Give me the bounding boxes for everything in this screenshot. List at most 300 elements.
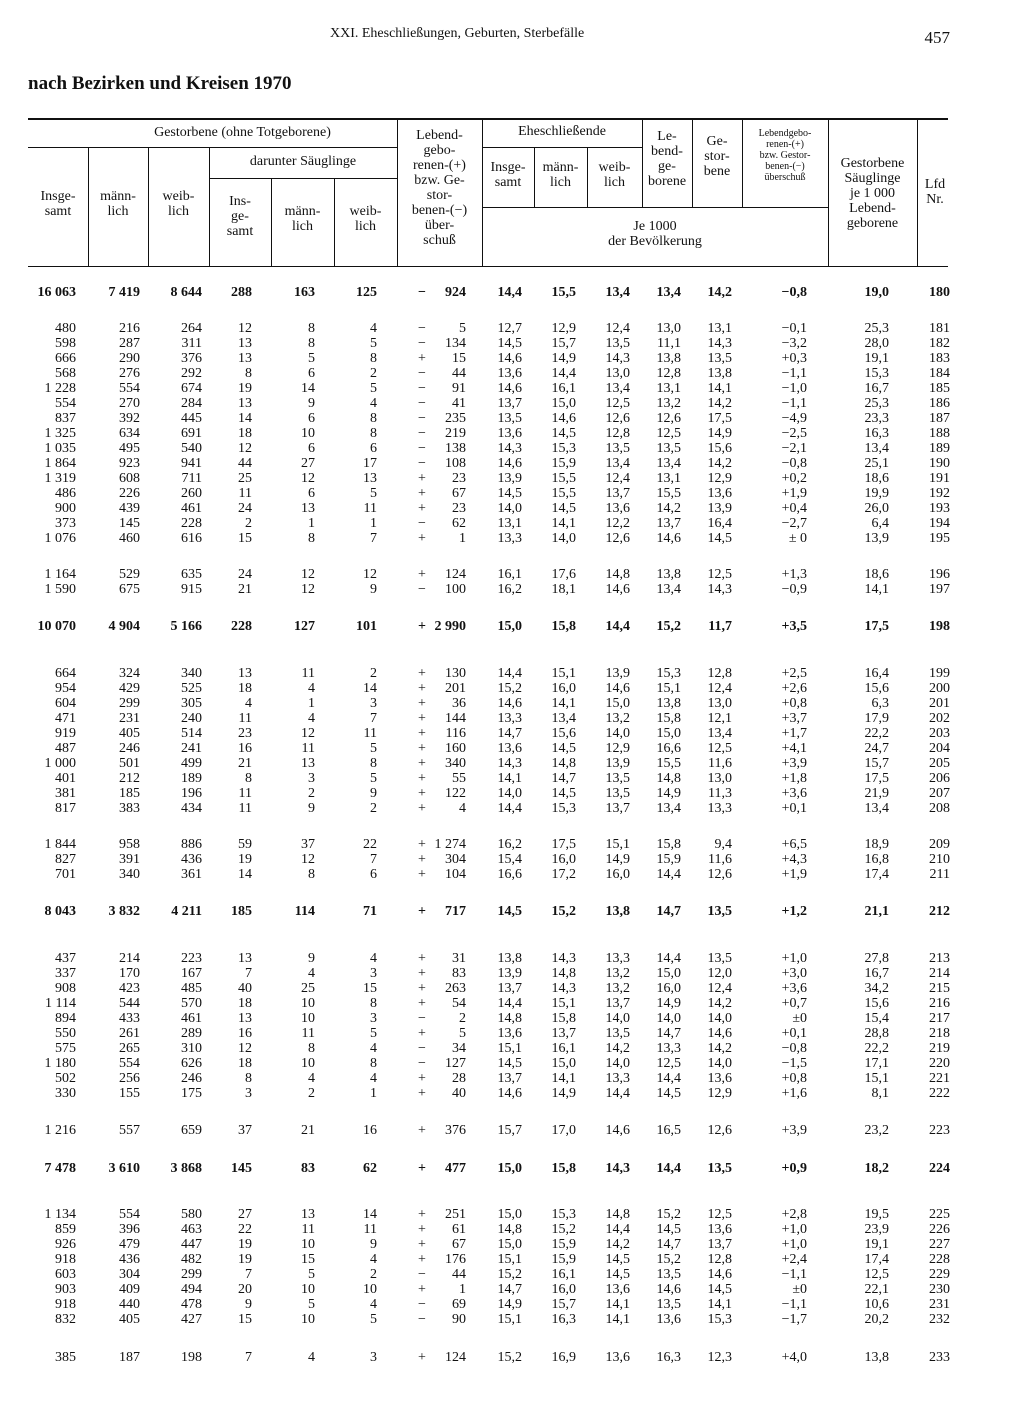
- cell-infant-rate: 6,4: [871, 516, 889, 531]
- cell-deaths: 12,4: [707, 981, 732, 996]
- cell-inf-insgesamt: 59: [238, 837, 252, 852]
- table-row: [0, 381, 1024, 396]
- cell-m-insgesamt: 15,7: [497, 1123, 522, 1138]
- cell-maennlich: 287: [119, 336, 140, 351]
- cell-weiblich: 447: [181, 1237, 202, 1252]
- cell-inf-maennlich: 10: [301, 1056, 315, 1071]
- cell-balance-value: 5: [459, 321, 466, 336]
- cell-m-maennlich: 17,0: [551, 1123, 576, 1138]
- cell-maennlich: 299: [119, 696, 140, 711]
- cell-maennlich: 391: [119, 852, 140, 867]
- cell-m-maennlich: 14,9: [551, 1086, 576, 1101]
- table-row: [0, 501, 1024, 516]
- cell-lfd-nr: 217: [929, 1011, 950, 1026]
- cell-deaths: 14,6: [707, 1026, 732, 1041]
- cell-m-maennlich: 14,7: [551, 771, 576, 786]
- cell-inf-maennlich: 4: [308, 681, 315, 696]
- cell-maennlich: 460: [119, 531, 140, 546]
- cell-inf-maennlich: 11: [301, 1026, 315, 1041]
- header-deaths: Ge- stor- bene: [703, 134, 731, 179]
- cell-balance-value: 124: [445, 567, 466, 582]
- cell-lfd-nr: 208: [929, 801, 950, 816]
- cell-m-weiblich: 13,5: [605, 1026, 630, 1041]
- header-infants-subgroup: darunter Säuglinge: [249, 154, 357, 169]
- cell-live-births: 14,4: [656, 1161, 681, 1176]
- cell-lfd-nr: 232: [929, 1312, 950, 1327]
- cell-balance-sign: −: [418, 1056, 426, 1071]
- cell-live-births: 14,4: [656, 867, 681, 882]
- cell-inf-weiblich: 8: [370, 996, 377, 1011]
- cell-deaths: 13,1: [707, 321, 732, 336]
- cell-maennlich: 304: [119, 1267, 140, 1282]
- table-row: [0, 1222, 1024, 1237]
- cell-balance-sign: +: [418, 852, 426, 867]
- cell-inf-weiblich: 4: [370, 321, 377, 336]
- cell-m-weiblich: 12,2: [605, 516, 630, 531]
- cell-inf-insgesamt: 18: [238, 681, 252, 696]
- cell-live-births: 13,3: [656, 1041, 681, 1056]
- cell-inf-insgesamt: 12: [238, 441, 252, 456]
- table-row: [0, 951, 1024, 966]
- cell-m-insgesamt: 14,0: [497, 501, 522, 516]
- cell-inf-weiblich: 11: [363, 501, 377, 516]
- cell-infant-rate: 15,7: [864, 756, 889, 771]
- cell-insgesamt: 502: [55, 1071, 76, 1086]
- cell-weiblich: 3 868: [170, 1161, 202, 1176]
- cell-m-maennlich: 15,1: [551, 666, 576, 681]
- cell-balance-value: 924: [445, 285, 466, 300]
- cell-inf-weiblich: 5: [370, 381, 377, 396]
- cell-infant-rate: 28,0: [864, 336, 889, 351]
- cell-inf-insgesamt: 9: [245, 1297, 252, 1312]
- cell-inf-insgesamt: 2: [245, 516, 252, 531]
- cell-balance-value: 100: [445, 582, 466, 597]
- cell-m-weiblich: 15,0: [605, 696, 630, 711]
- table-row: [0, 1267, 1024, 1282]
- cell-balance-sign: −: [418, 321, 426, 336]
- cell-m-maennlich: 13,4: [551, 711, 576, 726]
- cell-m-weiblich: 14,8: [605, 567, 630, 582]
- cell-lfd-nr: 205: [929, 756, 950, 771]
- cell-m-weiblich: 14,9: [605, 852, 630, 867]
- table-row: [0, 681, 1024, 696]
- cell-deaths: 12,9: [707, 1086, 732, 1101]
- table-row: [0, 1161, 1024, 1176]
- cell-maennlich: 246: [119, 741, 140, 756]
- cell-deaths: 12,4: [707, 681, 732, 696]
- cell-balance-value: 54: [452, 996, 466, 1011]
- cell-balance-value: 5: [459, 1026, 466, 1041]
- cell-inf-weiblich: 2: [370, 1267, 377, 1282]
- cell-balance-sign: +: [418, 771, 426, 786]
- cell-infant-rate: 13,4: [864, 441, 889, 456]
- cell-infant-rate: 25,3: [864, 321, 889, 336]
- cell-infant-rate: 22,2: [864, 726, 889, 741]
- cell-rate-balance: −2,5: [781, 426, 807, 441]
- cell-inf-weiblich: 4: [370, 951, 377, 966]
- cell-inf-insgesamt: 7: [245, 966, 252, 981]
- cell-balance-sign: +: [418, 666, 426, 681]
- table-row: [0, 411, 1024, 426]
- cell-infant-rate: 22,2: [864, 1041, 889, 1056]
- cell-inf-insgesamt: 7: [245, 1350, 252, 1365]
- cell-inf-weiblich: 5: [370, 336, 377, 351]
- cell-inf-maennlich: 5: [308, 1267, 315, 1282]
- cell-m-maennlich: 15,5: [551, 486, 576, 501]
- cell-inf-insgesamt: 18: [238, 1056, 252, 1071]
- cell-inf-maennlich: 11: [301, 1222, 315, 1237]
- cell-insgesamt: 401: [55, 771, 76, 786]
- table-row: [0, 531, 1024, 546]
- cell-inf-weiblich: 1: [370, 1086, 377, 1101]
- cell-m-insgesamt: 13,9: [497, 471, 522, 486]
- cell-balance-value: 176: [445, 1252, 466, 1267]
- cell-balance-value: 1 274: [434, 837, 466, 852]
- cell-rate-balance: +0,2: [781, 471, 807, 486]
- table-row: [0, 1297, 1024, 1312]
- cell-m-maennlich: 16,1: [551, 381, 576, 396]
- cell-rate-balance: +2,4: [781, 1252, 807, 1267]
- cell-m-insgesamt: 15,1: [497, 1252, 522, 1267]
- cell-live-births: 13,1: [656, 381, 681, 396]
- cell-weiblich: 463: [181, 1222, 202, 1237]
- cell-m-weiblich: 13,5: [605, 786, 630, 801]
- cell-m-maennlich: 15,0: [551, 1056, 576, 1071]
- table-row: [0, 996, 1024, 1011]
- cell-deaths: 13,6: [707, 1071, 732, 1086]
- cell-live-births: 15,0: [656, 966, 681, 981]
- cell-balance-sign: −: [418, 441, 426, 456]
- cell-lfd-nr: 193: [929, 501, 950, 516]
- cell-m-maennlich: 12,9: [551, 321, 576, 336]
- cell-maennlich: 145: [119, 516, 140, 531]
- cell-maennlich: 392: [119, 411, 140, 426]
- cell-rate-balance: ±0: [792, 1011, 807, 1026]
- cell-infant-rate: 23,3: [864, 411, 889, 426]
- cell-inf-maennlich: 8: [308, 321, 315, 336]
- cell-infant-rate: 15,4: [864, 1011, 889, 1026]
- table-row: [0, 619, 1024, 634]
- cell-m-insgesamt: 13,3: [497, 711, 522, 726]
- cell-m-maennlich: 14,4: [551, 366, 576, 381]
- cell-inf-weiblich: 125: [356, 285, 377, 300]
- cell-infant-rate: 27,8: [864, 951, 889, 966]
- table-row: [0, 567, 1024, 582]
- table-row: [0, 966, 1024, 981]
- cell-inf-insgesamt: 288: [231, 285, 252, 300]
- cell-live-births: 14,4: [656, 1071, 681, 1086]
- cell-infant-rate: 20,2: [864, 1312, 889, 1327]
- cell-rate-balance: +1,9: [781, 486, 807, 501]
- cell-m-maennlich: 15,2: [551, 904, 576, 919]
- cell-m-maennlich: 14,5: [551, 741, 576, 756]
- cell-inf-maennlich: 13: [301, 501, 315, 516]
- cell-infant-rate: 15,6: [864, 681, 889, 696]
- cell-weiblich: 289: [181, 1026, 202, 1041]
- table-row: [0, 285, 1024, 300]
- cell-infant-rate: 19,9: [864, 486, 889, 501]
- cell-inf-weiblich: 14: [363, 681, 377, 696]
- cell-infant-rate: 13,9: [864, 531, 889, 546]
- cell-live-births: 16,3: [656, 1350, 681, 1365]
- cell-m-weiblich: 13,4: [605, 381, 630, 396]
- cell-rate-balance: −4,9: [781, 411, 807, 426]
- cell-insgesamt: 330: [55, 1086, 76, 1101]
- cell-m-weiblich: 14,4: [605, 1086, 630, 1101]
- cell-live-births: 12,6: [656, 411, 681, 426]
- cell-m-weiblich: 13,7: [605, 801, 630, 816]
- cell-lfd-nr: 227: [929, 1237, 950, 1252]
- cell-m-insgesamt: 14,6: [497, 456, 522, 471]
- cell-m-insgesamt: 16,2: [497, 582, 522, 597]
- cell-infant-rate: 6,3: [871, 696, 889, 711]
- cell-deaths: 14,2: [707, 396, 732, 411]
- cell-lfd-nr: 224: [929, 1161, 950, 1176]
- cell-balance-value: 61: [452, 1222, 466, 1237]
- cell-inf-insgesamt: 44: [238, 456, 252, 471]
- cell-maennlich: 433: [119, 1011, 140, 1026]
- cell-deaths: 13,5: [707, 951, 732, 966]
- cell-live-births: 14,7: [656, 1026, 681, 1041]
- cell-m-maennlich: 15,8: [551, 1011, 576, 1026]
- cell-insgesamt: 1 134: [44, 1207, 76, 1222]
- cell-insgesamt: 604: [55, 696, 76, 711]
- cell-m-maennlich: 15,3: [551, 1207, 576, 1222]
- cell-inf-maennlich: 12: [301, 726, 315, 741]
- cell-live-births: 16,0: [656, 981, 681, 996]
- header-rate-balance: Lebendgebo- renen-(+) bzw. Gestor- benen-(−) überschuß: [758, 128, 812, 183]
- cell-inf-insgesamt: 14: [238, 411, 252, 426]
- cell-m-insgesamt: 15,4: [497, 852, 522, 867]
- cell-m-weiblich: 13,6: [605, 501, 630, 516]
- cell-inf-insgesamt: 15: [238, 1312, 252, 1327]
- cell-live-births: 13,8: [656, 567, 681, 582]
- cell-insgesamt: 859: [55, 1222, 76, 1237]
- cell-insgesamt: 817: [55, 801, 76, 816]
- cell-inf-weiblich: 3: [370, 966, 377, 981]
- cell-m-insgesamt: 14,1: [497, 771, 522, 786]
- table-row: [0, 696, 1024, 711]
- cell-inf-insgesamt: 4: [245, 696, 252, 711]
- cell-inf-insgesamt: 145: [231, 1161, 252, 1176]
- cell-balance-sign: −: [418, 381, 426, 396]
- cell-m-maennlich: 14,5: [551, 786, 576, 801]
- cell-inf-insgesamt: 8: [245, 1071, 252, 1086]
- cell-inf-maennlich: 12: [301, 471, 315, 486]
- cell-inf-maennlich: 10: [301, 1282, 315, 1297]
- cell-weiblich: 580: [181, 1207, 202, 1222]
- cell-balance-value: 340: [445, 756, 466, 771]
- cell-infant-rate: 23,9: [864, 1222, 889, 1237]
- cell-balance-sign: +: [418, 1207, 426, 1222]
- cell-live-births: 13,8: [656, 351, 681, 366]
- cell-insgesamt: 1 864: [44, 456, 76, 471]
- cell-insgesamt: 337: [55, 966, 76, 981]
- cell-m-insgesamt: 16,1: [497, 567, 522, 582]
- cell-deaths: 11,3: [708, 786, 732, 801]
- cell-maennlich: 226: [119, 486, 140, 501]
- cell-maennlich: 155: [119, 1086, 140, 1101]
- cell-insgesamt: 480: [55, 321, 76, 336]
- cell-infant-rate: 19,1: [864, 1237, 889, 1252]
- cell-m-weiblich: 14,1: [605, 1312, 630, 1327]
- cell-m-weiblich: 13,0: [605, 366, 630, 381]
- running-head: XXI. Eheschließungen, Geburten, Sterbefälle: [330, 26, 585, 41]
- cell-weiblich: 886: [181, 837, 202, 852]
- cell-inf-weiblich: 6: [370, 441, 377, 456]
- cell-lfd-nr: 187: [929, 411, 950, 426]
- cell-inf-maennlich: 9: [308, 801, 315, 816]
- cell-m-maennlich: 14,1: [551, 516, 576, 531]
- table-row: [0, 1282, 1024, 1297]
- cell-deaths: 13,5: [707, 1161, 732, 1176]
- cell-balance-value: 40: [452, 1086, 466, 1101]
- cell-rate-balance: +1,0: [781, 1237, 807, 1252]
- cell-balance-value: 91: [452, 381, 466, 396]
- cell-balance-value: 124: [445, 1350, 466, 1365]
- cell-balance-sign: −: [418, 456, 426, 471]
- cell-balance-sign: +: [418, 837, 426, 852]
- cell-insgesamt: 10 070: [37, 619, 76, 634]
- cell-deaths: 14,2: [707, 996, 732, 1011]
- cell-m-insgesamt: 14,3: [497, 756, 522, 771]
- cell-balance-value: 201: [445, 681, 466, 696]
- cell-m-maennlich: 15,5: [551, 285, 576, 300]
- cell-rate-balance: −1,7: [781, 1312, 807, 1327]
- cell-inf-maennlich: 10: [301, 1011, 315, 1026]
- cell-balance-value: 31: [452, 951, 466, 966]
- cell-m-maennlich: 17,6: [551, 567, 576, 582]
- cell-inf-maennlich: 13: [301, 1207, 315, 1222]
- header-rule: [482, 147, 642, 148]
- cell-live-births: 15,9: [656, 852, 681, 867]
- cell-maennlich: 396: [119, 1222, 140, 1237]
- cell-maennlich: 557: [119, 1123, 140, 1138]
- cell-rate-balance: +1,7: [781, 726, 807, 741]
- cell-inf-insgesamt: 23: [238, 726, 252, 741]
- cell-m-insgesamt: 13,9: [497, 966, 522, 981]
- cell-weiblich: 635: [181, 567, 202, 582]
- cell-lfd-nr: 188: [929, 426, 950, 441]
- header-rule: [209, 178, 397, 179]
- cell-inf-insgesamt: 13: [238, 351, 252, 366]
- cell-infant-rate: 13,4: [864, 801, 889, 816]
- cell-balance-value: 104: [445, 867, 466, 882]
- cell-rate-balance: +3,9: [781, 1123, 807, 1138]
- cell-m-weiblich: 12,4: [605, 321, 630, 336]
- cell-maennlich: 554: [119, 381, 140, 396]
- cell-rate-balance: +4,0: [781, 1350, 807, 1365]
- cell-lfd-nr: 196: [929, 567, 950, 582]
- cell-inf-maennlich: 25: [301, 981, 315, 996]
- cell-live-births: 12,8: [656, 366, 681, 381]
- cell-weiblich: 361: [181, 867, 202, 882]
- cell-weiblich: 228: [181, 516, 202, 531]
- cell-insgesamt: 1 228: [44, 381, 76, 396]
- cell-live-births: 13,1: [656, 471, 681, 486]
- cell-inf-maennlich: 5: [308, 351, 315, 366]
- cell-m-insgesamt: 14,8: [497, 1011, 522, 1026]
- cell-lfd-nr: 200: [929, 681, 950, 696]
- table-row: [0, 1011, 1024, 1026]
- cell-inf-maennlich: 12: [301, 567, 315, 582]
- cell-m-weiblich: 16,0: [605, 867, 630, 882]
- cell-lfd-nr: 198: [929, 619, 950, 634]
- cell-rate-balance: +1,2: [781, 904, 807, 919]
- cell-weiblich: 311: [181, 336, 202, 351]
- cell-rate-balance: +2,6: [781, 681, 807, 696]
- header-deaths-group: Gestorbene (ohne Totgeborene): [154, 125, 331, 140]
- cell-weiblich: 340: [181, 666, 202, 681]
- cell-weiblich: 674: [181, 381, 202, 396]
- cell-deaths: 16,4: [707, 516, 732, 531]
- cell-inf-maennlich: 8: [308, 531, 315, 546]
- cell-balance-sign: +: [418, 966, 426, 981]
- cell-weiblich: 175: [181, 1086, 202, 1101]
- cell-m-maennlich: 15,2: [551, 1222, 576, 1237]
- table-row: [0, 1207, 1024, 1222]
- cell-m-weiblich: 13,4: [605, 456, 630, 471]
- cell-balance-sign: +: [418, 1026, 426, 1041]
- cell-live-births: 13,5: [656, 1297, 681, 1312]
- cell-insgesamt: 666: [55, 351, 76, 366]
- cell-live-births: 15,0: [656, 726, 681, 741]
- cell-balance-sign: −: [418, 411, 426, 426]
- cell-lfd-nr: 220: [929, 1056, 950, 1071]
- cell-deaths: 12,3: [707, 1350, 732, 1365]
- header-maennlich: männ- lich: [100, 189, 136, 219]
- cell-inf-weiblich: 7: [370, 852, 377, 867]
- header-lfd-nr: Lfd Nr.: [924, 177, 946, 207]
- cell-maennlich: 608: [119, 471, 140, 486]
- cell-lfd-nr: 184: [929, 366, 950, 381]
- cell-inf-insgesamt: 16: [238, 1026, 252, 1041]
- cell-balance-sign: +: [418, 1071, 426, 1086]
- cell-inf-maennlich: 1: [308, 516, 315, 531]
- cell-inf-insgesamt: 25: [238, 471, 252, 486]
- table-row: [0, 486, 1024, 501]
- cell-weiblich: 305: [181, 696, 202, 711]
- cell-rate-balance: −0,9: [781, 582, 807, 597]
- cell-lfd-nr: 197: [929, 582, 950, 597]
- cell-lfd-nr: 233: [929, 1350, 950, 1365]
- cell-balance-value: 122: [445, 786, 466, 801]
- cell-balance-value: 717: [445, 904, 466, 919]
- cell-m-weiblich: 14,6: [605, 1123, 630, 1138]
- cell-lfd-nr: 231: [929, 1297, 950, 1312]
- cell-maennlich: 436: [119, 1252, 140, 1267]
- cell-rate-balance: −1,1: [781, 1297, 807, 1312]
- cell-live-births: 14,7: [656, 904, 681, 919]
- cell-inf-maennlich: 4: [308, 1350, 315, 1365]
- cell-inf-maennlich: 83: [301, 1161, 315, 1176]
- cell-maennlich: 212: [119, 771, 140, 786]
- cell-lfd-nr: 191: [929, 471, 950, 486]
- cell-m-insgesamt: 14,4: [497, 666, 522, 681]
- cell-m-maennlich: 13,7: [551, 1026, 576, 1041]
- cell-live-births: 15,5: [656, 756, 681, 771]
- cell-live-births: 13,6: [656, 1312, 681, 1327]
- cell-weiblich: 570: [181, 996, 202, 1011]
- cell-weiblich: 494: [181, 1282, 202, 1297]
- table-row: [0, 336, 1024, 351]
- cell-live-births: 12,5: [656, 426, 681, 441]
- cell-rate-balance: +0,4: [781, 501, 807, 516]
- cell-rate-balance: −1,1: [781, 1267, 807, 1282]
- cell-inf-weiblich: 4: [370, 1041, 377, 1056]
- header-marriages-insgesamt: Insge- samt: [490, 160, 526, 190]
- cell-m-insgesamt: 14,5: [497, 904, 522, 919]
